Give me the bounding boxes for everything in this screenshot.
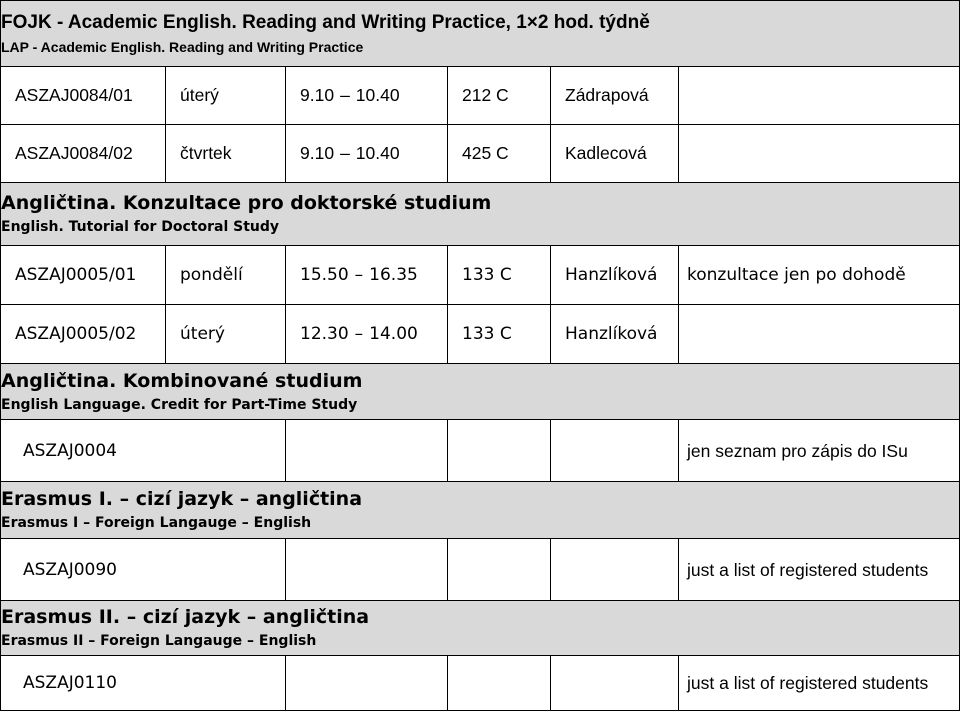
empty-cell	[286, 656, 448, 711]
course-teacher: Kadlecová	[551, 125, 679, 183]
table-row	[1, 246, 960, 305]
course-code: ASZAJ0084/01	[1, 67, 166, 125]
empty-cell	[448, 539, 551, 601]
course-room: 425 C	[448, 125, 551, 183]
empty-cell	[448, 420, 551, 482]
table-row	[1, 305, 960, 364]
course-title: Erasmus I. – cizí jazyk – angličtina	[1, 488, 363, 510]
course-title: Angličtina. Konzultace pro doktorské studium	[1, 192, 492, 214]
course-header-row	[1, 1, 960, 67]
time-from: 9.10	[300, 143, 335, 163]
course-code: ASZAJ0004	[1, 420, 286, 482]
course-subtitle: Erasmus II – Foreign Langauge – English	[1, 633, 317, 649]
course-header-row	[1, 482, 960, 539]
course-title: FOJK - Academic English. Reading and Writing Practice, 1×2 hod. týdně	[1, 11, 650, 33]
course-header	[1, 364, 960, 420]
course-note: konzultace jen po dohodě	[679, 246, 960, 305]
course-note: just a list of registered students	[679, 539, 960, 601]
course-code: ASZAJ0084/02	[1, 125, 166, 183]
course-header-row	[1, 183, 960, 246]
time-separator: –	[354, 265, 364, 285]
course-day: čtvrtek	[166, 125, 286, 183]
course-teacher: Hanzlíková	[551, 246, 679, 305]
course-subtitle: Erasmus I – Foreign Langauge – English	[1, 515, 312, 531]
time-to: 10.40	[355, 143, 400, 163]
course-header-row	[1, 364, 960, 420]
time-separator: –	[340, 143, 350, 163]
course-time	[286, 125, 448, 183]
course-title: Erasmus II. – cizí jazyk – angličtina	[1, 606, 370, 628]
empty-cell	[286, 420, 448, 482]
course-note	[679, 67, 960, 125]
course-header	[1, 601, 960, 656]
course-room: 133 C	[448, 305, 551, 364]
empty-cell	[448, 656, 551, 711]
course-header	[1, 183, 960, 246]
course-code: ASZAJ0090	[1, 539, 286, 601]
course-code: ASZAJ0005/02	[1, 305, 166, 364]
time-to: 14.00	[369, 324, 418, 344]
course-day: pondělí	[166, 246, 286, 305]
empty-cell	[551, 420, 679, 482]
time-separator: –	[354, 324, 364, 344]
course-room: 133 C	[448, 246, 551, 305]
course-subtitle: LAP - Academic English. Reading and Writing Practice	[1, 38, 364, 55]
course-title: Angličtina. Kombinované studium	[1, 369, 363, 392]
time-from: 9.10	[300, 85, 335, 105]
course-note: just a list of registered students	[679, 656, 960, 711]
course-teacher: Zádrapová	[551, 67, 679, 125]
empty-cell	[551, 656, 679, 711]
course-room: 212 C	[448, 67, 551, 125]
table-row	[1, 656, 960, 711]
course-subtitle: English Language. Credit for Part-Time Study	[1, 396, 358, 413]
table-row	[1, 539, 960, 601]
table-row	[1, 420, 960, 482]
course-time	[286, 305, 448, 364]
course-header	[1, 482, 960, 539]
course-time	[286, 246, 448, 305]
time-from: 12.30	[300, 324, 349, 344]
course-code: ASZAJ0110	[1, 656, 286, 711]
course-code: ASZAJ0005/01	[1, 246, 166, 305]
time-to: 10.40	[355, 85, 400, 105]
course-time	[286, 67, 448, 125]
time-separator: –	[340, 85, 350, 105]
empty-cell	[286, 539, 448, 601]
time-to: 16.35	[369, 265, 418, 285]
course-header	[1, 1, 960, 67]
course-day: úterý	[166, 305, 286, 364]
course-note	[679, 125, 960, 183]
course-note: jen seznam pro zápis do ISu	[679, 420, 960, 482]
course-header-row	[1, 601, 960, 656]
empty-cell	[551, 539, 679, 601]
course-note	[679, 305, 960, 364]
course-teacher: Hanzlíková	[551, 305, 679, 364]
time-from: 15.50	[300, 265, 349, 285]
table-row	[1, 125, 960, 183]
course-day: úterý	[166, 67, 286, 125]
table-row	[1, 67, 960, 125]
course-subtitle: English. Tutorial for Doctoral Study	[1, 219, 280, 235]
